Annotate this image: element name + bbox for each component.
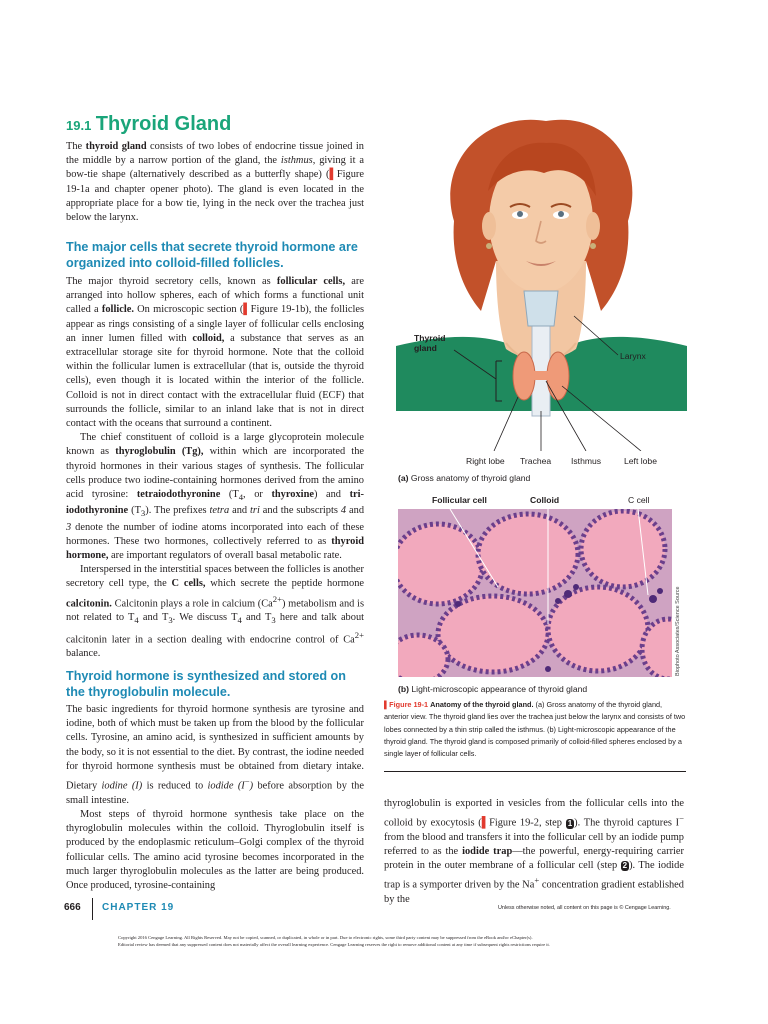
- body-column-1: [66, 275, 364, 661]
- photo-credit: Biophoto Associates/Science Source: [675, 586, 681, 676]
- figure-b-micrograph: [398, 509, 672, 677]
- section-heading: Thyroid Gland: [95, 113, 232, 135]
- section-title: [66, 113, 366, 136]
- woman-neck-illustration: [396, 111, 687, 451]
- larynx-shape: [524, 291, 558, 326]
- label-trachea: Trachea: [520, 456, 552, 466]
- intro-paragraph: The thyroid gland consists of two lobes of endocrine tissue joined in the middle by a narrow portion of the gland, the isthmus, giving it a bow-tie shape (alternatively described as a butterfly shape) (▌Figure 19-1a and chapter opener photo). The gland is even located in the appropriate place for a bow tie, lying in the neck over the trachea just below the larynx.: [66, 141, 364, 224]
- label-right-lobe: Right lobe: [466, 456, 505, 466]
- figure-ref-text[interactable]: Figure 19-2, step: [489, 817, 562, 829]
- copyright-notice: Copyright 2016 Cengage Learning. All Rights Reserved. May not be copied, scanned, or duplicated, in whole or in part. Due to electronic rights, some third party content may be suppressed from the eBook and/or eChapter(s). Editorial review has deemed that any suppressed content does not materially affect the overall learning experience. Cengage Learning reserves the right to remove additional content at any time if subsequent rights restrictions require it.: [118, 935, 550, 947]
- paragraph-c-cells: Interspersed in the interstitial spaces between the follicles is another secretory cell type, the C cells, which secrete the peptide hormone calcitonin. Calcitonin plays a role in calcium $(Ca^{2+})$ metabolism and is not related to $T_4$ and $T_3$. We discuss $T_4$ and $T_3$ here and talk about calcitonin later in a section dealing with endocrine control of $Ca^{2+}$ balance.: [66, 564, 365, 660]
- step-badge-2: 2: [622, 861, 628, 871]
- subheading-synthesis: Thyroid hormone is synthesized and stored on the thyroglobulin molecule.: [66, 669, 346, 699]
- step-badge-1: 1: [567, 818, 573, 828]
- label-left-lobe: Left lobe: [624, 456, 657, 466]
- label-colloid: Colloid: [530, 495, 560, 505]
- body-column-1b: [66, 703, 364, 893]
- footer-notice: Unless otherwise noted, all content on this page is © Cengage Learning.: [498, 905, 671, 911]
- label-isthmus: Isthmus: [571, 456, 602, 466]
- figure-caption: ▌Figure 19-1 Anatomy of the thyroid gland. (a) Gross anatomy of the thyroid gland, anterior view. The thyroid gland lies over the trachea just below the larynx and consists of two lobes connected by a thin strip called the isthmus. (b) Light-microscopic appearance of the thyroid gland. The thyroid gland is composed primarily of colloid-filled spheres enclosed by a single layer of follicular cells.: [384, 700, 686, 759]
- label-larynx: Larynx: [620, 351, 646, 361]
- isthmus-shape: [530, 371, 552, 380]
- label-c-cell: C cell: [628, 495, 650, 505]
- paragraph-export: thyroglobulin is exported in vesicles from the follicular cells into the colloid by exocytosis (▌Figure 19-2, step 1 ). The thyroid captures I− from the blood and transfers it into the follicular cell by an iodide pump referred to as the iodide trap—the powerful, energy-requiring carrier protein in the outer membrane of a follicular cell (step 2 ). The iodide trap is a symporter driven by the Na+ concentration gradient established by the: [384, 798, 684, 906]
- chapter-label: CHAPTER 19: [102, 902, 175, 913]
- label-thyroid: Thyroid gland: [414, 333, 446, 353]
- figure-a-illustration: [396, 111, 687, 451]
- section-number: 19.1: [66, 118, 92, 133]
- paragraph-follicular: The major thyroid secretory cells, known as follicular cells, are arranged into hollow spheres, each of which forms a functional unit called a follicle. On microscopic section (▌Figure 19-1b), the follicles appear as rings consisting of a single layer of follicular cells enclosing an inner lumen filled with colloid, a substance that serves as an extracellular storage site for thyroid hormone. Note that the colloid within the follicular lumen is extracellular (that is, outside the thyroid cells), even though it is located within the interior of the follicle. Colloid is not in direct contact with the extracellular fluid (ECF) that surrounds the follicle, similar to an inland lake that is not in direct contact with the oceans that surround a continent.: [66, 276, 365, 430]
- caption-divider: [384, 771, 686, 772]
- figure-ref-text[interactable]: Figure 19-1b: [250, 304, 306, 316]
- body-column-2: [384, 797, 684, 907]
- figure-ref-text[interactable]: Figure 19-1a: [66, 169, 364, 195]
- page-number: 666: [64, 902, 81, 913]
- paragraph-thyroglobulin: The chief constituent of colloid is a large glycoprotein molecule known as thyroglobulin (Tg), within which are incorporated the thyroid hormones in their various stages of synthesis. The follicular cells produce two iodine-containing hormones derived from the amino acid tyrosine: tetraiodothyronine ($T_4$, or thyroxine) and tri-iodothyronine $(T_3)$. The prefixes tetra and tri and the subscripts 4 and 3 denote the number of iodine atoms incorporated into each of these hormones. These two hormones, collectively referred to as thyroid hormone, are important regulators of overall basal metabolic rate.: [66, 432, 365, 562]
- subheading-follicles: The major cells that secrete thyroid hormone are organized into colloid-filled follicles.: [66, 240, 358, 270]
- caption-fig-number: Figure 19-1: [389, 700, 429, 709]
- term-thyroid-gland: thyroid gland: [85, 141, 147, 152]
- paragraph-steps: Most steps of thyroid hormone synthesis take place on the thyroglobulin molecules within the colloid. Thyroglobulin itself is produced by the endoplasmic reticulum–Golgi complex of the thyroid follicular cells. The amino acid tyrosine becomes incorporated in the much larger thyroglobulin molecules as the latter are being produced. Once produced, tyrosine-containing: [66, 808, 364, 891]
- label-follicular-cell: Follicular cell: [432, 495, 487, 505]
- footer-rule: [92, 898, 93, 920]
- caption-title: Anatomy of the thyroid gland.: [430, 700, 534, 709]
- micrograph-image: [398, 509, 672, 677]
- figure-ref[interactable]: ▌: [329, 169, 337, 181]
- caption-a: (a) Gross anatomy of thyroid gland: [398, 473, 531, 483]
- paragraph-ingredients: The basic ingredients for thyroid hormone synthesis are tyrosine and iodine, both of which must be taken up from the blood by the follicular cells. Tyrosine, an amino acid, is synthesized in sufficient amounts by the body, so it is not essential to the diet. By contrast, the iodine needed for thyroid hormone synthesis must be obtained from dietary intake. Dietary iodine (I) is reduced to iodide (I−) before absorption by the small intestine.: [66, 704, 364, 806]
- caption-b: (b) Light-microscopic appearance of thyroid gland: [398, 684, 588, 694]
